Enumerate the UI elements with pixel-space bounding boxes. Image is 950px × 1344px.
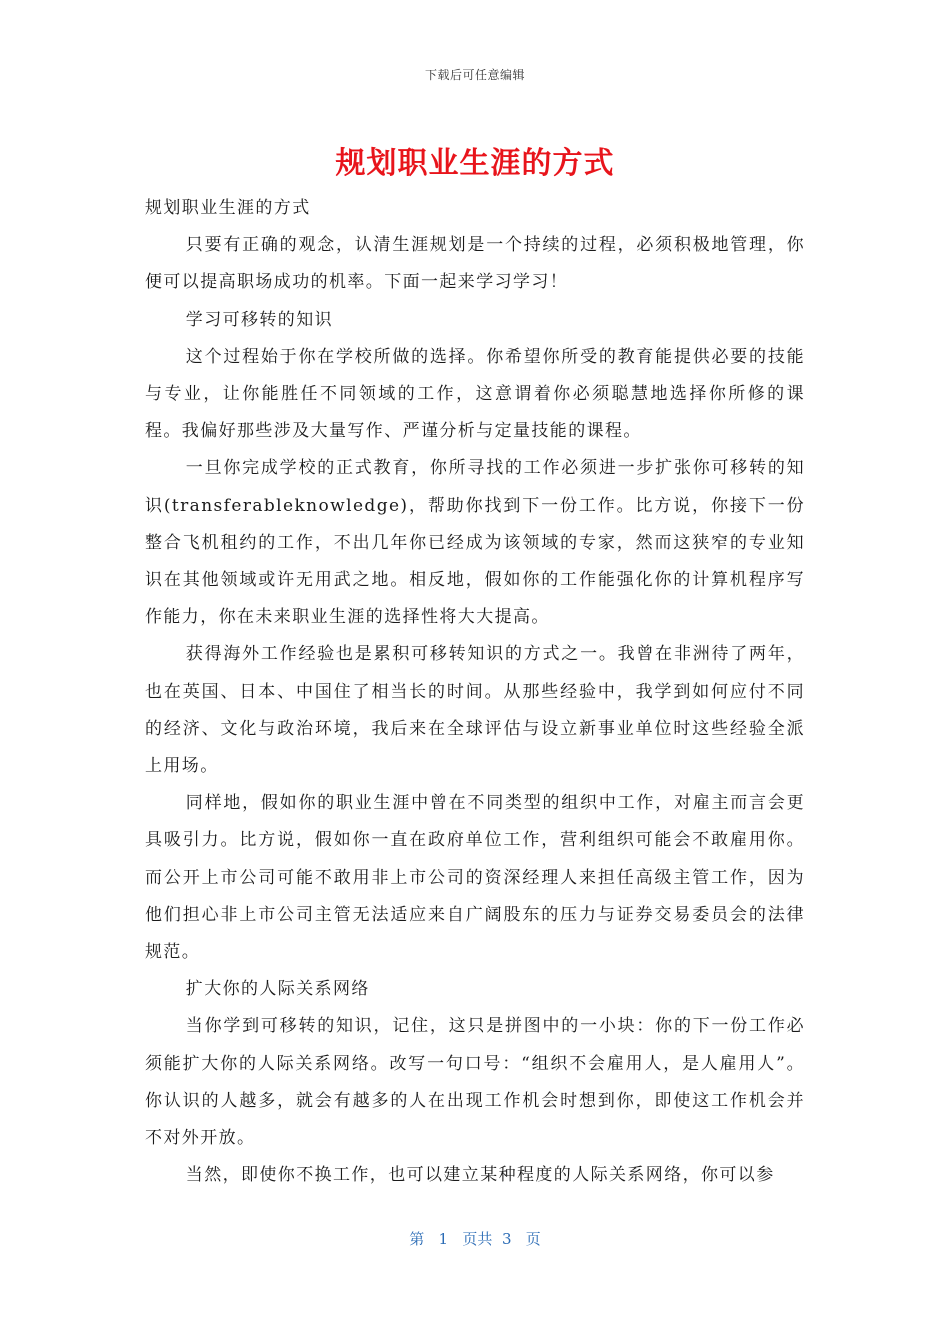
body-paragraph: 这个过程始于你在学校所做的选择。你希望你所受的教育能提供必要的技能与专业，让你能胜任不同领域的工作，这意谓着你必须聪慧地选择你所修的课程。我偏好那些涉及大量写作、严谨分析与定量技能的课程。 — [145, 346, 805, 442]
footer-total-pages: 3 — [501, 1230, 512, 1248]
body-paragraph: 规划职业生涯的方式 — [145, 198, 311, 218]
footer-current-page: 1 — [438, 1230, 449, 1248]
body-paragraph: 获得海外工作经验也是累积可移转知识的方式之一。我曾在非洲待了两年，也在英国、日本、中国住了相当长的时间。从那些经验中，我学到如何应付不同的经济、文化与政治环境，我后来在全球评估与设立新事业单位时这些经验全派上用场。 — [145, 644, 805, 777]
body-paragraph: 一旦你完成学校的正式教育，你所寻找的工作必须进一步扩张你可移转的知识(transferableknowledge)，帮助你找到下一份工作。比方说，你接下一份整合飞机租约的工作，不出几年你已经成为该领域的专家，然而这狭窄的专业知识在其他领域或许无用武之地。相反地，假如你的工作能强化你的计算机程序写作能力，你在未来职业生涯的选择性将大大提高。 — [145, 458, 805, 628]
body-paragraph: 当你学到可移转的知识，记住，这只是拼图中的一小块：你的下一份工作必须能扩大你的人际关系网络。改写一句口号：“组织不会雇用人，是人雇用人”。你认识的人越多，就会有越多的人在出现工作机会时想到你，即使这工作机会并不对外开放。 — [145, 1016, 805, 1149]
page-footer — [0, 1228, 950, 1249]
footer-label-page: 第 — [409, 1230, 425, 1248]
footer-label-end: 页 — [525, 1230, 541, 1248]
body-paragraph: 同样地，假如你的职业生涯中曾在不同类型的组织中工作，对雇主而言会更具吸引力。比方说，假如你一直在政府单位工作，营利组织可能会不敢雇用你。而公开上市公司可能不敢用非上市公司的资深经理人来担任高级主管工作，因为他们担心非上市公司主管无法适应来自广阔股东的压力与证券交易委员会的法律规范。 — [145, 793, 805, 963]
document-body — [145, 190, 805, 1194]
section-heading: 学习可移转的知识 — [185, 309, 333, 330]
body-paragraph: 只要有正确的观念，认清生涯规划是一个持续的过程，必须积极地管理，你便可以提高职场成功的机率。下面一起来学习学习！ — [145, 235, 805, 293]
footer-label-of: 页共 — [462, 1230, 493, 1248]
body-paragraph: 当然，即使你不换工作，也可以建立某种程度的人际关系网络，你可以参 — [185, 1165, 775, 1186]
page-header-note: 下载后可任意编辑 — [424, 68, 525, 82]
document-title: 规划职业生涯的方式 — [335, 146, 615, 181]
section-heading: 扩大你的人际关系网络 — [185, 979, 370, 1000]
